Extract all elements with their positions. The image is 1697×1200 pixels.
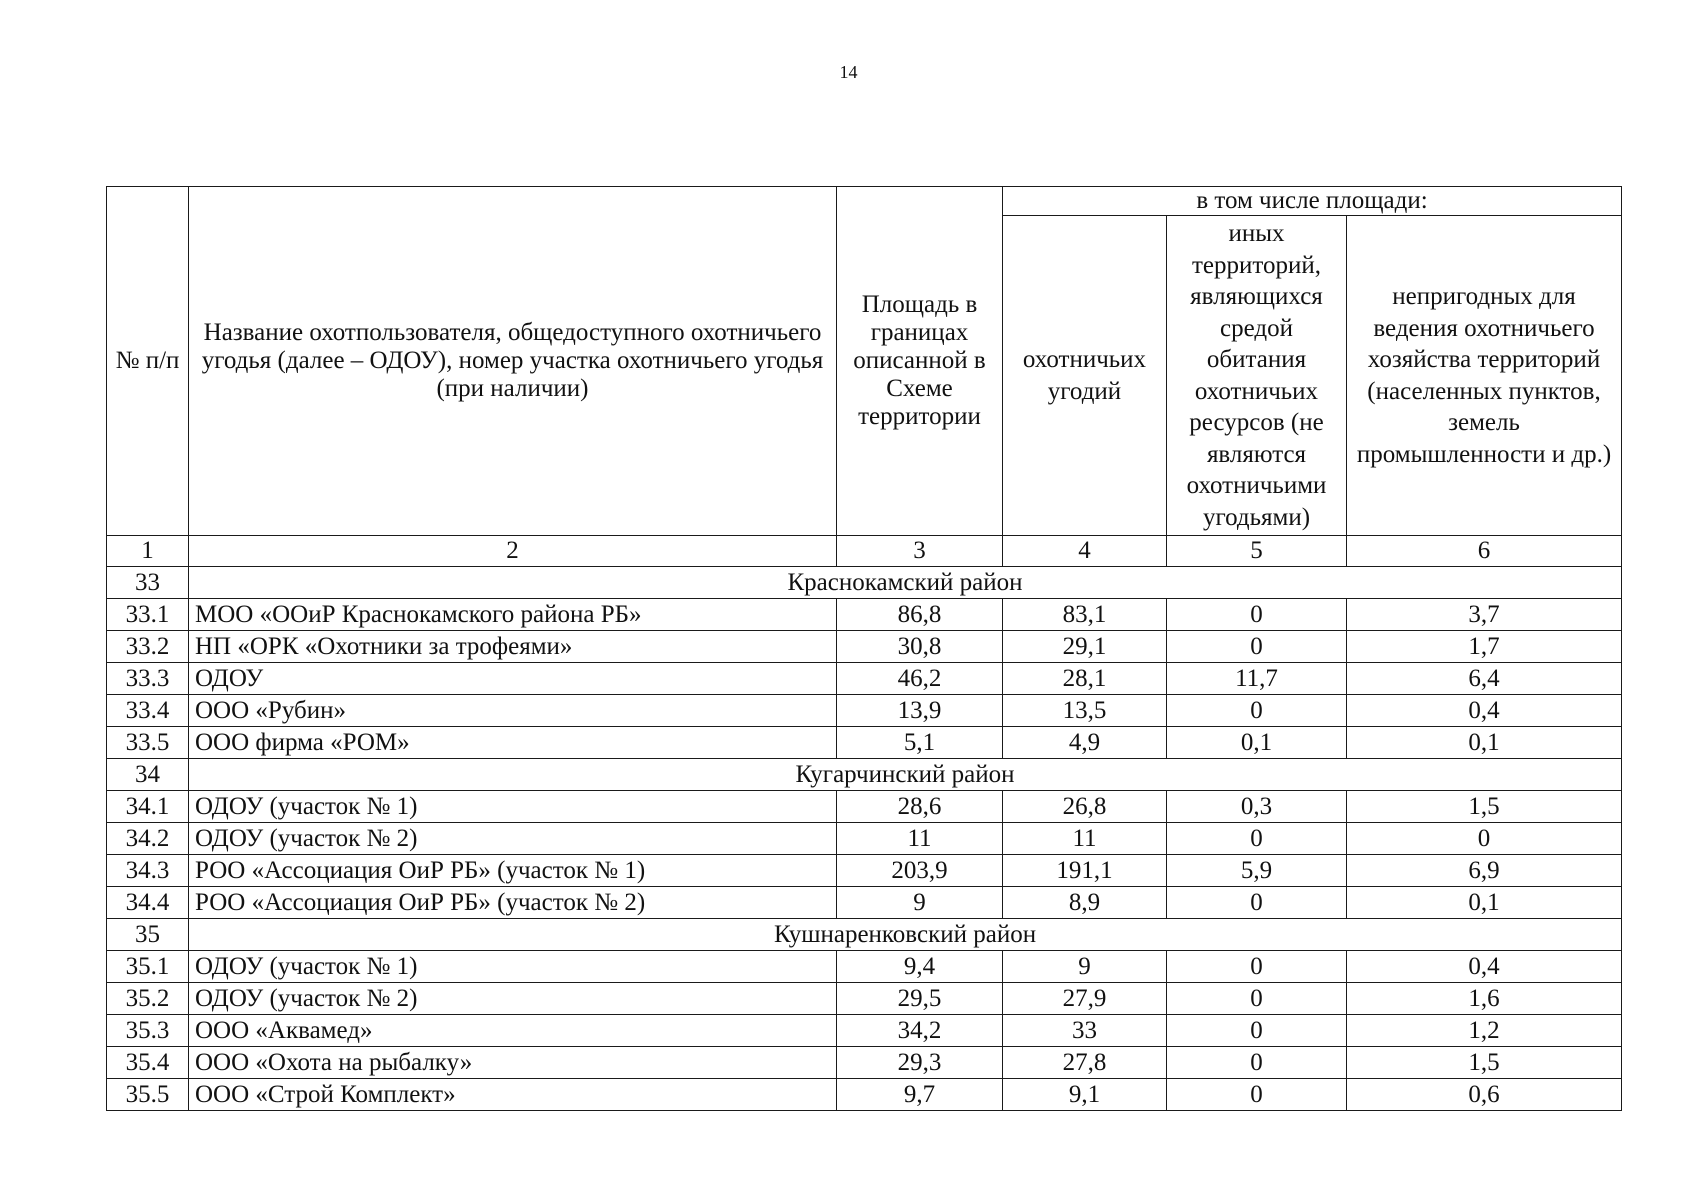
- row-total-area: 46,2: [837, 663, 1003, 695]
- row-unsuitable: 1,5: [1347, 791, 1622, 823]
- row-unsuitable: 3,7: [1347, 599, 1622, 631]
- row-total-area: 29,3: [837, 1047, 1003, 1079]
- header-group-including: в том числе площади:: [1003, 187, 1622, 216]
- row-number: 35.3: [107, 1015, 189, 1047]
- section-title: Кушнаренковский район: [189, 919, 1622, 951]
- row-number: 33.2: [107, 631, 189, 663]
- header-col-hunting-lands: охотничьих угодий: [1003, 216, 1167, 536]
- row-name: ОДОУ (участок № 2): [189, 983, 837, 1015]
- header-col-area: Площадь в границах описанной в Схеме территории: [837, 187, 1003, 536]
- row-total-area: 9: [837, 887, 1003, 919]
- row-hunting-lands: 83,1: [1003, 599, 1167, 631]
- row-number: 34.2: [107, 823, 189, 855]
- section-title: Кугарчинский район: [189, 759, 1622, 791]
- row-other-territories: 0: [1167, 951, 1347, 983]
- row-other-territories: 0: [1167, 983, 1347, 1015]
- table-row: [107, 1079, 1622, 1111]
- row-name: НП «ОРК «Охотники за трофеями»: [189, 631, 837, 663]
- row-unsuitable: 0,4: [1347, 695, 1622, 727]
- row-total-area: 29,5: [837, 983, 1003, 1015]
- section-row: [107, 759, 1622, 791]
- row-name: ООО «Аквамед»: [189, 1015, 837, 1047]
- section-row: [107, 567, 1622, 599]
- row-unsuitable: 1,2: [1347, 1015, 1622, 1047]
- row-other-territories: 0: [1167, 887, 1347, 919]
- row-other-territories: 0: [1167, 823, 1347, 855]
- row-number: 35.2: [107, 983, 189, 1015]
- row-total-area: 86,8: [837, 599, 1003, 631]
- row-name: ООО «Строй Комплект»: [189, 1079, 837, 1111]
- row-other-territories: 0: [1167, 1047, 1347, 1079]
- header-col-number: № п/п: [107, 187, 189, 536]
- row-other-territories: 0: [1167, 631, 1347, 663]
- row-total-area: 9,4: [837, 951, 1003, 983]
- table-row: [107, 1015, 1622, 1047]
- row-name: ООО «Рубин»: [189, 695, 837, 727]
- column-numbers-row: [107, 536, 1622, 567]
- column-number: 6: [1347, 536, 1622, 567]
- row-hunting-lands: 27,8: [1003, 1047, 1167, 1079]
- row-name: ООО «Охота на рыбалку»: [189, 1047, 837, 1079]
- row-hunting-lands: 9: [1003, 951, 1167, 983]
- row-name: ОДОУ (участок № 2): [189, 823, 837, 855]
- section-title: Краснокамский район: [189, 567, 1622, 599]
- row-total-area: 203,9: [837, 855, 1003, 887]
- row-hunting-lands: 9,1: [1003, 1079, 1167, 1111]
- row-number: 34.1: [107, 791, 189, 823]
- row-name: ООО фирма «РОМ»: [189, 727, 837, 759]
- table-row: [107, 663, 1622, 695]
- row-unsuitable: 0,6: [1347, 1079, 1622, 1111]
- row-unsuitable: 0,1: [1347, 887, 1622, 919]
- row-other-territories: 0,3: [1167, 791, 1347, 823]
- row-number: 33.1: [107, 599, 189, 631]
- row-number: 35.4: [107, 1047, 189, 1079]
- row-other-territories: 0: [1167, 1079, 1347, 1111]
- header-col-other-territories: иных территорий, являющихся средой обитания охотничьих ресурсов (не являются охотничьими угодьями): [1167, 216, 1347, 536]
- row-hunting-lands: 28,1: [1003, 663, 1167, 695]
- table-row: [107, 855, 1622, 887]
- section-number: 35: [107, 919, 189, 951]
- hunting-areas-table: [106, 186, 1622, 1111]
- column-number: 2: [189, 536, 837, 567]
- row-hunting-lands: 191,1: [1003, 855, 1167, 887]
- row-number: 35.1: [107, 951, 189, 983]
- row-total-area: 30,8: [837, 631, 1003, 663]
- row-number: 33.3: [107, 663, 189, 695]
- row-name: МОО «ООиР Краснокамского района РБ»: [189, 599, 837, 631]
- row-number: 34.4: [107, 887, 189, 919]
- row-name: ОДОУ: [189, 663, 837, 695]
- row-total-area: 13,9: [837, 695, 1003, 727]
- row-hunting-lands: 13,5: [1003, 695, 1167, 727]
- row-hunting-lands: 11: [1003, 823, 1167, 855]
- column-number: 1: [107, 536, 189, 567]
- row-hunting-lands: 33: [1003, 1015, 1167, 1047]
- row-number: 35.5: [107, 1079, 189, 1111]
- row-unsuitable: 1,5: [1347, 1047, 1622, 1079]
- row-name: ОДОУ (участок № 1): [189, 791, 837, 823]
- row-unsuitable: 0: [1347, 823, 1622, 855]
- row-other-territories: 5,9: [1167, 855, 1347, 887]
- table-row: [107, 791, 1622, 823]
- row-hunting-lands: 4,9: [1003, 727, 1167, 759]
- table-row: [107, 887, 1622, 919]
- section-row: [107, 919, 1622, 951]
- table-row: [107, 823, 1622, 855]
- row-unsuitable: 1,6: [1347, 983, 1622, 1015]
- row-total-area: 5,1: [837, 727, 1003, 759]
- row-total-area: 28,6: [837, 791, 1003, 823]
- section-number: 34: [107, 759, 189, 791]
- row-hunting-lands: 8,9: [1003, 887, 1167, 919]
- row-number: 33.5: [107, 727, 189, 759]
- row-total-area: 11: [837, 823, 1003, 855]
- row-hunting-lands: 26,8: [1003, 791, 1167, 823]
- column-number: 3: [837, 536, 1003, 567]
- row-other-territories: 0: [1167, 1015, 1347, 1047]
- row-name: ОДОУ (участок № 1): [189, 951, 837, 983]
- table-row: [107, 599, 1622, 631]
- row-unsuitable: 0,4: [1347, 951, 1622, 983]
- row-other-territories: 0: [1167, 599, 1347, 631]
- table-row: [107, 951, 1622, 983]
- row-number: 33.4: [107, 695, 189, 727]
- page-number: 14: [839, 62, 858, 82]
- header-col-unsuitable-territories: непригодных для ведения охотничьего хозяйства территорий (населенных пунктов, земель промышленности и др.): [1347, 216, 1622, 536]
- section-number: 33: [107, 567, 189, 599]
- row-unsuitable: 6,4: [1347, 663, 1622, 695]
- row-total-area: 9,7: [837, 1079, 1003, 1111]
- row-hunting-lands: 27,9: [1003, 983, 1167, 1015]
- table-row: [107, 1047, 1622, 1079]
- table-row: [107, 695, 1622, 727]
- row-other-territories: 0,1: [1167, 727, 1347, 759]
- table-row: [107, 727, 1622, 759]
- table-row: [107, 983, 1622, 1015]
- row-unsuitable: 1,7: [1347, 631, 1622, 663]
- table-row: [107, 631, 1622, 663]
- row-hunting-lands: 29,1: [1003, 631, 1167, 663]
- row-total-area: 34,2: [837, 1015, 1003, 1047]
- column-number: 5: [1167, 536, 1347, 567]
- row-other-territories: 11,7: [1167, 663, 1347, 695]
- table-body: [107, 536, 1622, 1111]
- row-number: 34.3: [107, 855, 189, 887]
- column-number: 4: [1003, 536, 1167, 567]
- row-other-territories: 0: [1167, 695, 1347, 727]
- row-name: РОО «Ассоциация ОиР РБ» (участок № 1): [189, 855, 837, 887]
- row-name: РОО «Ассоциация ОиР РБ» (участок № 2): [189, 887, 837, 919]
- row-unsuitable: 0,1: [1347, 727, 1622, 759]
- header-col-name: Название охотпользователя, общедоступного охотничьего угодья (далее – ОДОУ), номер участка охотничьего угодья (при наличии): [189, 187, 837, 536]
- row-unsuitable: 6,9: [1347, 855, 1622, 887]
